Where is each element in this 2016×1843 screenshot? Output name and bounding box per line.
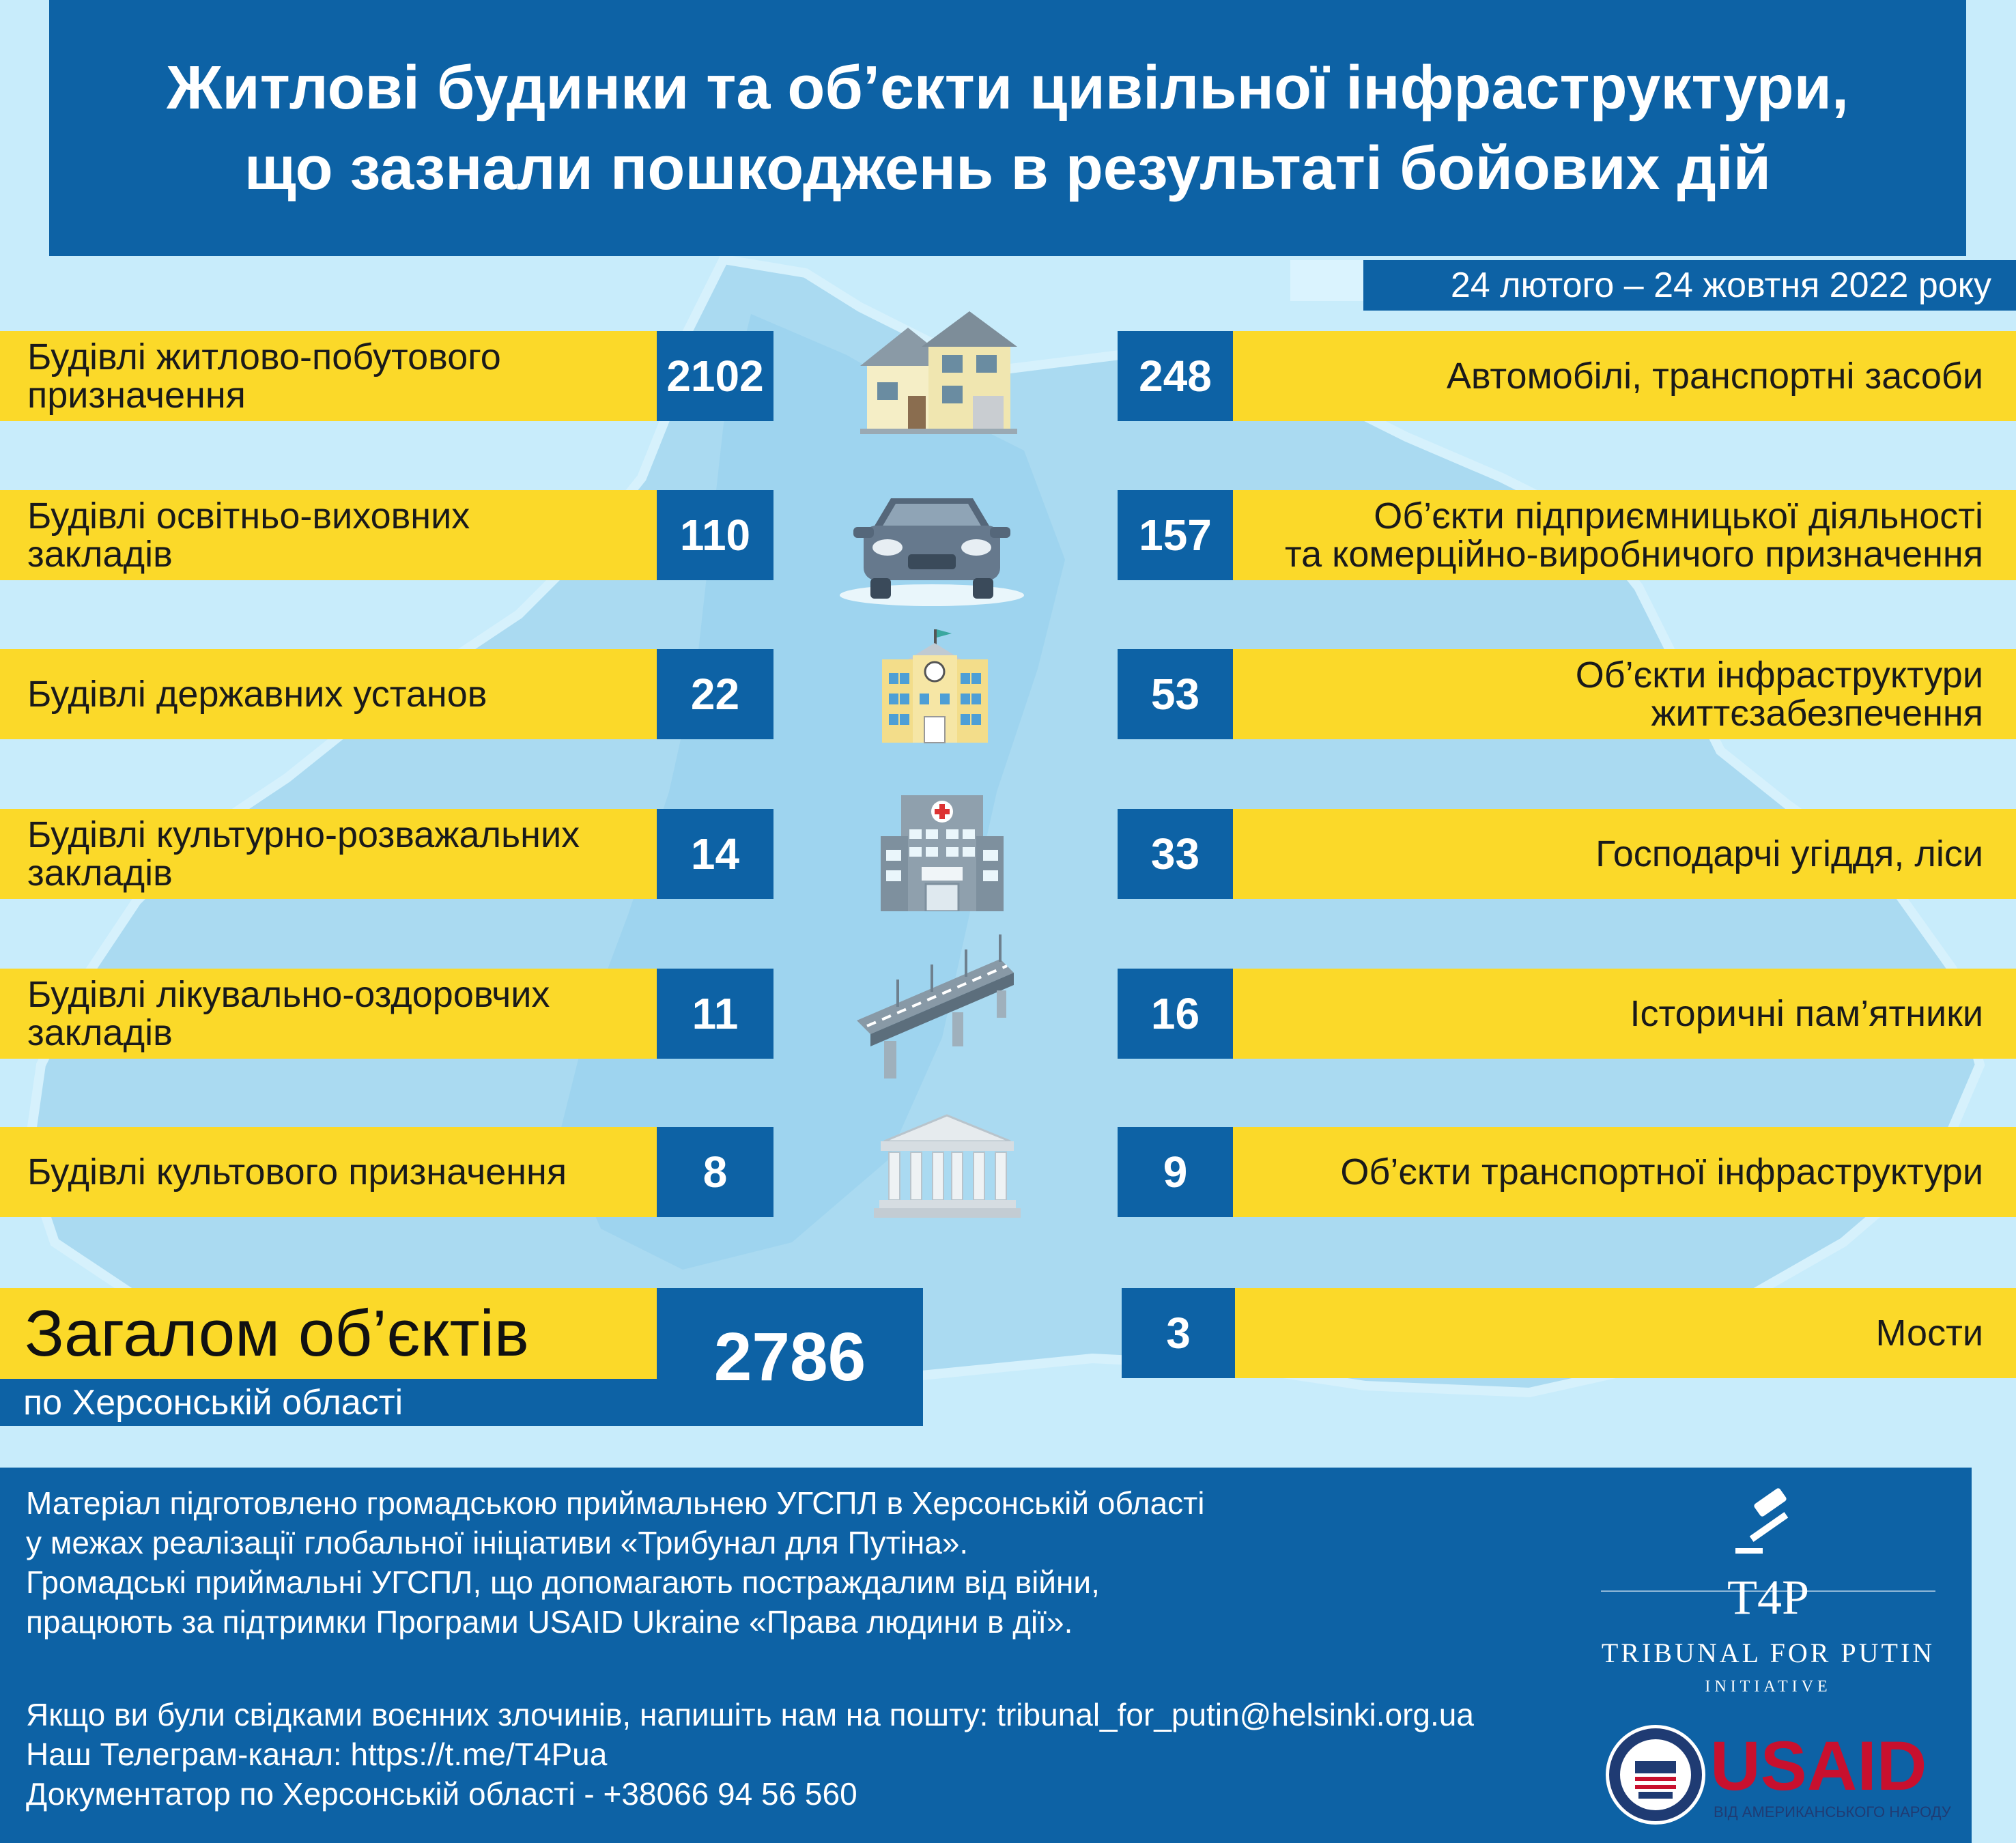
left-item-value: 22 [657, 649, 773, 739]
left-item-value: 14 [657, 809, 773, 899]
footer-text-line: у межах реалізації глобальної ініціативи «Трибунал для Путіна». [26, 1525, 969, 1560]
total-sublabel: по Херсонській області [23, 1383, 403, 1423]
left-item-label: Будівлі лікувально-оздоровчих закладів [0, 969, 657, 1059]
right-item-value: 9 [1118, 1127, 1233, 1217]
total-label: Загалом об’єктів [0, 1288, 657, 1379]
footer-phone-line: Документатор по Херсонській області - +38066 94 56 560 [26, 1776, 857, 1812]
footer-telegram-line: Наш Телеграм-канал: https://t.me/T4Pua [26, 1737, 608, 1772]
right-item-value: 157 [1118, 490, 1233, 580]
left-item-label: Будівлі житлово-побутового призначення [0, 331, 657, 421]
car-icon [840, 486, 1024, 609]
right-item-label: Об’єкти підприємницької діяльності та комерційно-виробничого призначення [1233, 490, 2016, 580]
t4p-logo-text: T4P [1727, 1570, 1810, 1625]
gavel-icon [1734, 1488, 1802, 1556]
footer-text-line: працюють за підтримки Програми USAID Ukraine «Права людини в дії». [26, 1604, 1073, 1640]
monument-icon [874, 1114, 1021, 1218]
right-item-label: Об’єкти інфраструктури життєзабезпечення [1233, 649, 2016, 739]
right-item-label: Об’єкти транспортної інфраструктури [1233, 1127, 2016, 1217]
t4p-logo-name: TRIBUNAL FOR PUTIN [1601, 1638, 1935, 1668]
houses-icon [860, 307, 1017, 434]
right-item-label: Історичні пам’ятники [1233, 969, 2016, 1059]
t4p-logo-sub: INITIATIVE [1705, 1678, 1832, 1696]
left-item-value: 11 [657, 969, 773, 1059]
page-title-line-2: що зазнали пошкоджень в результаті бойових дій [244, 134, 1772, 203]
right-item-label: Мости [1235, 1288, 2016, 1378]
usaid-seal-text [1604, 1724, 1707, 1826]
header-banner [49, 0, 1966, 256]
right-item-label: Господарчі угіддя, ліси [1233, 809, 2016, 899]
footer-text-line: Громадські приймальні УГСПЛ, що допомагають постраждалим від війни, [26, 1565, 1100, 1600]
right-item-value: 53 [1118, 649, 1233, 739]
left-item-label: Будівлі культового призначення [0, 1127, 657, 1217]
stats-row-4 [0, 809, 2016, 899]
hospital-icon [881, 795, 1004, 911]
left-item-label: Будівлі культурно-розважальних закладів [0, 809, 657, 899]
right-item-value: 3 [1122, 1288, 1235, 1378]
stats-row-3 [0, 649, 2016, 739]
right-item-value: 16 [1118, 969, 1233, 1059]
page-title-line-1: Житлові будинки та об’єкти цивільної інфраструктури, [167, 53, 1849, 122]
total-value: 2786 [713, 1318, 866, 1395]
usaid-logo-text: USAID [1710, 1727, 1927, 1805]
left-item-value: 8 [657, 1127, 773, 1217]
footer-text-line: Матеріал підготовлено громадською приймальнею УГСПЛ в Херсонській області [26, 1485, 1205, 1521]
date-badge-accent [1290, 260, 1363, 301]
footer-panel [0, 1468, 1972, 1843]
school-building-icon [875, 628, 995, 745]
right-item-value: 248 [1118, 331, 1233, 421]
footer-email-line: Якщо ви були свідками воєнних злочинів, напишіть нам на пошту: tribunal_for_putin@helsinki.org.ua [26, 1697, 1474, 1732]
right-item-label: Автомобілі, транспортні засоби [1233, 331, 2016, 421]
period-badge: 24 лютого – 24 жовтня 2022 року [1363, 260, 2016, 311]
right-item-value: 33 [1118, 809, 1233, 899]
left-item-value: 110 [657, 490, 773, 580]
bridge-icon [857, 932, 1014, 1078]
left-item-label: Будівлі державних установ [0, 649, 657, 739]
left-item-label: Будівлі освітньо-виховних закладів [0, 490, 657, 580]
usaid-tagline: ВІД АМЕРИКАНСЬКОГО НАРОДУ [1714, 1803, 1951, 1820]
left-item-value: 2102 [657, 331, 773, 421]
